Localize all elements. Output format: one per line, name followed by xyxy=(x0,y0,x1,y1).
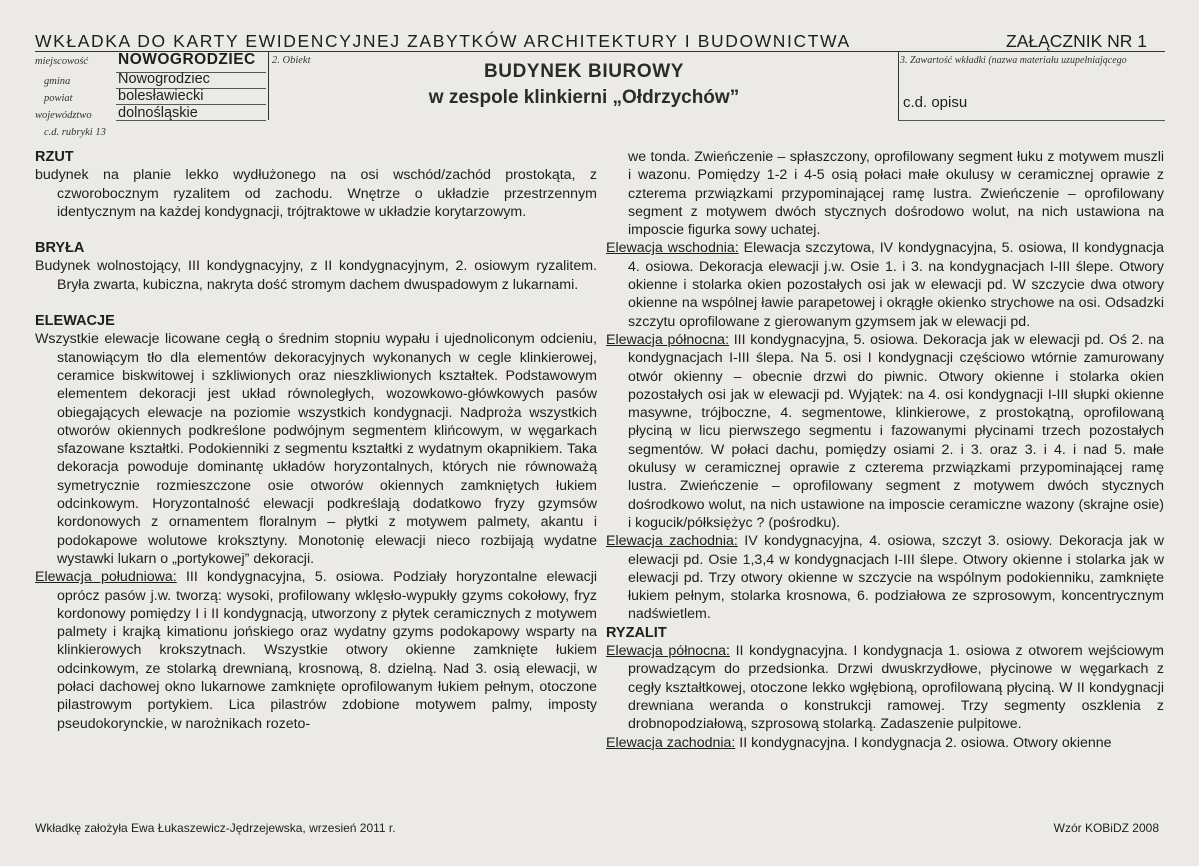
paragraph xyxy=(606,734,1164,752)
county-value: bolesławiecki xyxy=(118,88,204,104)
commune-value: Nowogrodziec xyxy=(118,71,210,87)
county-label: powiat xyxy=(44,93,73,104)
facade-text: Elewacja szczytowa, IV kondygnacyjna, 5. osiowa, II kondygnacja 4. osiowa. Dekoracja elewacji j.w. Osie 1. i 3. na kondygnacjach I-III ślepe. Otwory okienne i stolarka okien pozostałych osi jak w elewacji pd. W szczycie dwa otwory okienne na wspólnej ławie parapetowej i okrągłe okienko strychowe na osi. Odsadzki szczytu oprofilowane z gierowanym gzymsem jak w elewacji pd. xyxy=(628,240,1164,330)
section-heading: ELEWACJE xyxy=(35,313,115,330)
footer-author: Wkładkę założyła Ewa Łukaszewicz-Jędrzejewska, wrzesień 2011 r. xyxy=(35,821,396,835)
divider-2 xyxy=(898,51,899,120)
facade-label: Elewacja północna: xyxy=(606,643,730,660)
facade-text: IV kondygnacyjna, 4. osiowa, szczyt 3. osiowy. Dekoracja jak w elewacji pd. Osie 1,3,4 w kondygnacjach I-III ślepe. Otwory okienne i stolarka jak w elewacji pd. Trzy otwory okienne w szczycie na wspólnym podokienniku, zamknięte łukiem pełnym, stolarka krosnowa, 6. podziałowa ze szprosowym, koncentrycznym nadświetlem. xyxy=(628,533,1165,623)
paragraph: Wszystkie elewacje licowane cegłą o średnim stopniu wypału i ujednoliconym odcieniu, stanowiącym tło dla elementów dekoracyjnych wykonanych w cegle klinkierowej, ceramice biskwitowej i szkliwionych oraz nieszkliwionych kształtek. Podstawowym elementem dekoracji jest układ równoległych, wozowkowo-główkowych pasów obiegających elewacje na poziomie wszystkich kondygnacji. Nadproża wszystkich otworów okiennych podkreślone podwójnym segmentem klińcowym, w węgarkach sfazowane kształtki. Podokienniki z segmentu kształtki z wydatnym okapnikiem. Taka dekoracja powoduje dominantę układów horyzontalnych, których nie równoważą symetrycznie rozmieszczone osie otworów okiennych zamkniętych łukiem odcinkowym. Horyzontalność elewacji podkreślają dodatkowo fryzy gzymsów kordonowych z ornamentem floralnym – płytki z motywem palmety, akantu i podokapowe wolutowe kroksztyny. Monotonię elewacji nieco rozbijają wydatne wystawki lukarn o „portykowej” dekoracji. xyxy=(35,331,597,567)
footer-template: Wzór KOBiDZ 2008 xyxy=(1053,821,1159,835)
rubric-label: c.d. rubryki 13 xyxy=(44,127,106,138)
facade-label: Elewacja zachodnia: xyxy=(606,734,736,751)
paragraph xyxy=(606,331,1164,532)
paragraph xyxy=(35,568,597,733)
right-column xyxy=(606,148,1164,752)
town-value: NOWOGRODZIEC xyxy=(118,51,256,68)
voivodeship-label: województwo xyxy=(35,110,92,121)
contents-label: 3. Zawartość wkładki (nazwa materiału uzupełniającego xyxy=(900,55,1127,66)
section-heading: BRYŁA xyxy=(35,240,85,257)
contents-underline xyxy=(898,120,1165,121)
divider-1 xyxy=(268,51,269,120)
facade-label: Elewacja wschodnia: xyxy=(606,240,739,257)
contents-value: c.d. opisu xyxy=(903,94,968,111)
voivodeship-value: dolnośląskie xyxy=(118,105,198,121)
paragraph: Budynek wolnostojący, III kondygnacyjny, z II kondygnacyjnym, 2. osiowym ryzalitem. Bryła zwarta, kubiczna, nakryta dość stromym dachem dwuspadowym z lukarnami. xyxy=(35,258,597,293)
building-subtitle: w zespole klinkierni „Ołdrzychów” xyxy=(428,87,740,108)
facade-text: II kondygnacyjna. I kondygnacja 2. osiowa. Otwory okienne xyxy=(735,734,1112,751)
facade-text: III kondygnacyjna, 5. osiowa. Podziały horyzontalne elewacji oprócz pasów j.w. tworzą: wysoki, profilowany wklęsło-wypukły gzyms cokołowy, fryz kordonowy pomiędzy I i II kondygnacją, utworzony z płytek ceramicznych z motywem palmety i krajką kimationu jońskiego oraz wydatny gzyms podokapowy wsparty na klinkierowych krokszytnach. Wszystkie otwory okienne zamknięte łukiem odcinkowym, ze stolarką drewnianą, krosnową, 8. dzielną. Nad 3. osią elewacji, w połaci dachowej okno lukarnowe zamknięte oprofilowanym łukiem pełnym, otoczone pilastrowym portykiem. Lica pilastrów zdobione motywem palmy, imposty pseudokorynckie, w narożnikach rozeto- xyxy=(57,569,597,732)
section-heading: RYZALIT xyxy=(606,624,667,641)
facade-text: III kondygnacyjna, 5. osiowa. Dekoracja jak w elewacji pd. Oś 2. na kondygnacjach I-III ślepa. Na 5. osi I kondygnacji częściowo wtórnie zamurowany otwór okienny – obecnie drzwi do piwnic. Otwory okienne i stolarka okien pozostałych osi jak w elewacji pd. Wyjątek: na 4. osi kondygnacji I-III słupki okienne masywne, trójboczne, 4. segmentowe, klinkierowe, z prostokątną, oprofilowaną płyciną w licu pierwszego segmentu i fazowanymi płycinami trzech pozostałych segmentów. W połaci dachu, pomiędzy osiami 2. i 3. oraz 3. i 4. i nad 5. małe okulusy w ceramicznej oprawie z czterema przwiązkami przypominającej ramę lustra. Zwieńczenie – oprofilowany segment z motywem dwóch stycznych dośrodkowo wolut, na nich ustawione na imposcie ceramiczne wazony (skrajne osie) i kogucik/półksiężyc ? (pośrodku). xyxy=(628,331,1164,531)
paragraph: we tonda. Zwieńczenie – spłaszczony, oprofilowany segment łuku z motywem muszli i wazonu. Pomiędzy 1-2 i 4-5 osią połaci małe okulusy w ceramicznej oprawie z czterema przwiązkami przypominającej ramę lustra. Zwieńczenie – oprofilowany segment z motywem dwóch stycznych dośrodowo wolut, na nich ustawiona na imposcie figurka sowy uchatej. xyxy=(628,149,1164,239)
facade-label: Elewacja zachodnia: xyxy=(606,533,738,550)
facade-text: II kondygnacyjna. I kondygnacja 1. osiowa z otworem wejściowym prowadzącym do przedsionka. Drzwi dwuskrzydłowe, płycinowe w węgarkach z cegły kształtkowej, otoczone lekko wgłębioną, oprofilowaną płyciną. W II kondygnacji drewniana weranda o konstrukcji ramowej. Trzy segmenty oszklenia z drobnopodziałową, szprosową stolarką. Zadaszenie pulpitowe. xyxy=(628,643,1164,733)
commune-label: gmina xyxy=(44,76,71,87)
left-column xyxy=(35,148,597,733)
paragraph xyxy=(606,532,1164,623)
paragraph xyxy=(606,239,1164,330)
town-label: miejscowość xyxy=(35,56,89,67)
facade-label: Elewacja północna: xyxy=(606,331,730,348)
object-label: 2. Obiekt xyxy=(272,55,311,66)
paragraph xyxy=(606,642,1164,733)
form-title: WKŁADKA DO KARTY EWIDENCYJNEJ ZABYTKÓW ARCHITEKTURY I BUDOWNICTWA xyxy=(35,31,851,51)
facade-label: Elewacja południowa: xyxy=(35,569,177,586)
section-heading: RZUT xyxy=(35,149,74,165)
paragraph: budynek na planie lekko wydłużonego na osi wschód/zachód prostokąta, z czworobocznym ryzalitem od zachodu. Wnętrze o układzie przestrzennym identycznym na każdej kondygnacji, trójtraktowe w układzie korytarzowym. xyxy=(35,167,597,220)
building-title: BUDYNEK BIUROWY xyxy=(483,61,685,82)
attachment-number: ZAŁĄCZNIK NR 1 xyxy=(1006,31,1147,51)
